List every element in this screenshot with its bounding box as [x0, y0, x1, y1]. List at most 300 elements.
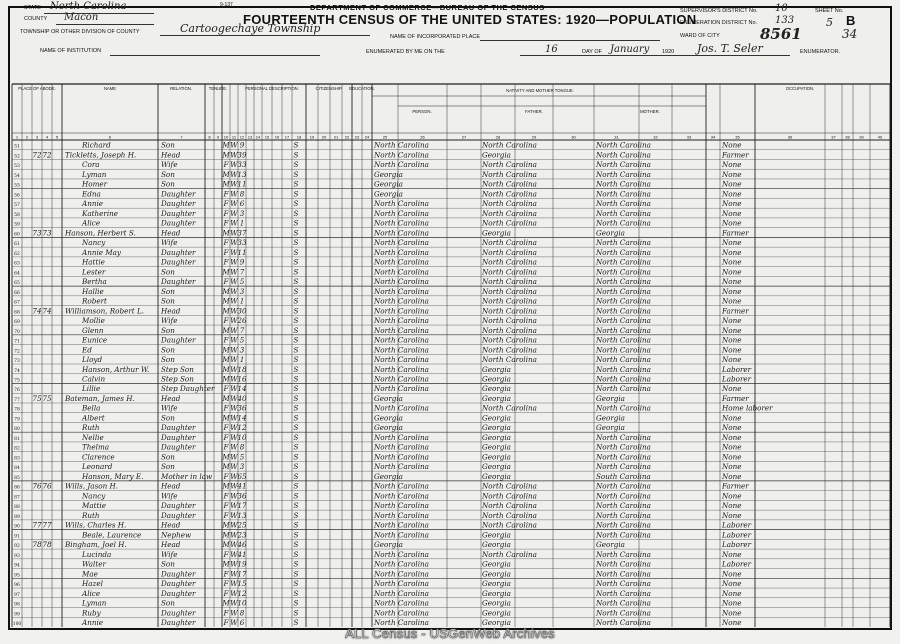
father-birthplace: Georgia: [482, 618, 511, 627]
table-row: [14, 248, 741, 257]
occupation: None: [722, 208, 742, 218]
line-number: 90: [14, 524, 20, 530]
column-number: 12: [239, 134, 245, 140]
birthplace: North Carolina: [374, 364, 429, 374]
sex: F: [223, 208, 229, 218]
father-birthplace: North Carolina: [482, 296, 537, 306]
birthplace: North Carolina: [374, 618, 429, 627]
table-row: [14, 336, 741, 345]
race: W: [230, 403, 238, 413]
relationship: Daughter: [161, 208, 196, 218]
table-row: [14, 501, 741, 510]
sex: M: [222, 462, 230, 472]
line-number: 77: [14, 397, 20, 403]
marital-status: S: [293, 618, 299, 627]
sex: M: [222, 540, 230, 550]
table-row: [14, 355, 741, 364]
father-birthplace: North Carolina: [482, 208, 537, 218]
line-number: 93: [14, 553, 20, 559]
occupation: None: [722, 189, 742, 199]
mother-birthplace: North Carolina: [596, 462, 651, 472]
race: W: [230, 501, 238, 511]
marital-status: S: [293, 257, 299, 267]
line-number: 76: [14, 388, 20, 394]
age: 40: [237, 393, 247, 403]
occupation: None: [722, 413, 742, 423]
column-number: 34: [710, 134, 716, 140]
line-number: 55: [14, 183, 20, 189]
father-birthplace: Georgia: [482, 150, 511, 160]
age: 36: [237, 491, 247, 501]
marital-status: S: [293, 462, 299, 472]
marital-status: S: [293, 277, 299, 287]
occupation: None: [722, 257, 742, 267]
column-number: 14: [255, 134, 261, 140]
line-number: 57: [14, 203, 20, 209]
race: W: [230, 140, 238, 150]
person-name: Hallie: [82, 286, 104, 296]
mother-birthplace: Georgia: [596, 413, 625, 423]
occupation: None: [722, 384, 742, 394]
age: 14: [237, 384, 247, 394]
occupation: Laborer: [722, 374, 752, 384]
occupation: None: [722, 160, 742, 170]
father-birthplace: Georgia: [482, 374, 511, 384]
father-birthplace: Georgia: [482, 393, 511, 403]
birthplace: North Carolina: [374, 491, 429, 501]
sex: F: [223, 335, 229, 345]
line-number: 74: [14, 368, 20, 374]
relationship: Daughter: [161, 247, 196, 257]
relationship: Daughter: [161, 423, 196, 433]
race: W: [230, 345, 238, 355]
relationship: Daughter: [161, 501, 196, 511]
race: W: [230, 325, 238, 335]
relationship: Wife: [161, 160, 178, 170]
marital-status: S: [293, 267, 299, 277]
race: W: [230, 228, 238, 238]
relationship: Daughter: [161, 588, 196, 598]
birthplace: Georgia: [374, 179, 403, 189]
mother-birthplace: North Carolina: [596, 150, 651, 160]
age: 6: [239, 618, 245, 627]
relationship: Son: [161, 179, 175, 189]
column-number: 30: [571, 134, 576, 140]
line-number: 99: [14, 612, 20, 618]
mother-birthplace: North Carolina: [596, 335, 651, 345]
father-birthplace: Georgia: [482, 540, 511, 550]
mother-birthplace: North Carolina: [596, 432, 651, 442]
occupation: None: [722, 238, 742, 248]
father-birthplace: North Carolina: [482, 403, 537, 413]
birthplace: Georgia: [374, 423, 403, 433]
person-name: Ed: [82, 345, 92, 355]
person-name: Leonard: [82, 462, 113, 472]
relationship: Head: [161, 306, 181, 316]
table-row: [14, 560, 752, 569]
table-row: [14, 521, 752, 530]
institution-label: NAME OF INSTITUTION: [40, 48, 102, 54]
father-birthplace: North Carolina: [482, 199, 537, 209]
occupation: Laborer: [722, 559, 752, 569]
mother-birthplace: North Carolina: [596, 189, 651, 199]
race: W: [230, 393, 238, 403]
sex: F: [223, 257, 229, 267]
father-birthplace: North Carolina: [482, 325, 537, 335]
line-number: 84: [14, 466, 20, 472]
sex: F: [223, 491, 229, 501]
column-number: 33: [686, 134, 692, 140]
race: W: [230, 277, 238, 287]
age: 16: [237, 374, 247, 384]
race: W: [230, 491, 238, 501]
relationship: Wife: [161, 316, 178, 326]
enumerated-label: ENUMERATED BY ME ON THE: [366, 49, 445, 55]
race: W: [230, 316, 238, 326]
sex: F: [223, 569, 229, 579]
relationship: Daughter: [161, 608, 196, 618]
nativity-subheading: PERSON.: [412, 109, 432, 114]
relationship: Step Son: [161, 374, 194, 384]
line-number: 61: [14, 242, 20, 248]
column-number: 27: [461, 134, 467, 140]
person-name: Lester: [82, 267, 106, 277]
table-row: [14, 384, 741, 393]
table-row: [14, 199, 741, 208]
mother-birthplace: North Carolina: [596, 491, 651, 501]
birthplace: North Carolina: [374, 520, 429, 530]
race: W: [230, 608, 238, 618]
person-name: Hattie: [82, 257, 105, 267]
mother-birthplace: North Carolina: [596, 598, 651, 608]
marital-status: S: [293, 471, 299, 481]
line-number: 56: [14, 193, 20, 199]
table-row: [14, 423, 741, 432]
person-name: Homer: [82, 179, 108, 189]
mother-birthplace: North Carolina: [596, 286, 651, 296]
birthplace: North Carolina: [374, 374, 429, 384]
sex: F: [223, 277, 229, 287]
age: 14: [237, 413, 247, 423]
marital-status: S: [293, 403, 299, 413]
birthplace: North Carolina: [374, 403, 429, 413]
marital-status: S: [293, 530, 299, 540]
column-group-heading: PERSONAL DESCRIPTION.: [245, 86, 299, 91]
occupation: None: [722, 501, 742, 511]
relationship: Son: [161, 413, 175, 423]
person-name: Thelma: [82, 442, 110, 452]
form-number: 9-137: [220, 2, 233, 8]
sex: M: [222, 374, 230, 384]
person-name: Nellie: [82, 432, 104, 442]
line-number: 52: [14, 154, 20, 160]
relationship: Daughter: [161, 569, 196, 579]
family-number: 77: [42, 520, 52, 530]
father-birthplace: Georgia: [482, 384, 511, 394]
state-value: North Carolina: [50, 1, 127, 12]
line-number: 96: [14, 583, 20, 589]
father-birthplace: Georgia: [482, 452, 511, 462]
birthplace: Georgia: [374, 189, 403, 199]
enumerator-label: ENUMERATOR.: [800, 49, 841, 55]
father-birthplace: Georgia: [482, 608, 511, 618]
person-name: Clarence: [82, 452, 115, 462]
dwelling-number: 76: [32, 481, 42, 491]
sex: F: [223, 238, 229, 248]
father-birthplace: North Carolina: [482, 238, 537, 248]
person-name: Tickletts, Joseph H.: [65, 150, 137, 160]
person-name: Ruby: [82, 608, 101, 618]
relationship: Step Son: [161, 364, 194, 374]
marital-status: S: [293, 335, 299, 345]
father-birthplace: North Carolina: [482, 218, 537, 228]
nativity-subheading: FATHER.: [525, 109, 543, 114]
birthplace: North Carolina: [374, 296, 429, 306]
race: W: [230, 510, 238, 520]
birthplace: North Carolina: [374, 588, 429, 598]
sex: F: [223, 247, 229, 257]
table-row: [14, 150, 749, 159]
father-birthplace: Georgia: [482, 530, 511, 540]
mother-birthplace: Georgia: [596, 423, 625, 433]
marital-status: S: [293, 306, 299, 316]
race: W: [230, 442, 238, 452]
marital-status: S: [293, 355, 299, 365]
age: 12: [237, 588, 247, 598]
column-number: 5: [55, 134, 59, 140]
marital-status: S: [293, 238, 299, 248]
occupation: None: [722, 247, 742, 257]
mother-birthplace: North Carolina: [596, 579, 651, 589]
mother-birthplace: North Carolina: [596, 481, 651, 491]
sex: F: [223, 199, 229, 209]
table-row: [14, 452, 741, 461]
person-name: Wills, Jason H.: [65, 481, 119, 491]
age: 17: [237, 501, 247, 511]
ward-label: WARD OF CITY: [680, 33, 720, 39]
birthplace: North Carolina: [374, 199, 429, 209]
nativity-subheading: MOTHER.: [640, 109, 660, 114]
person-name: Ruth: [82, 423, 100, 433]
birthplace: North Carolina: [374, 257, 429, 267]
sex: F: [223, 160, 229, 170]
line-number: 97: [14, 592, 20, 598]
line-number: 89: [14, 514, 20, 520]
birthplace: North Carolina: [374, 345, 429, 355]
sex: F: [223, 579, 229, 589]
occupation: Home laborer: [722, 403, 773, 413]
marital-status: S: [293, 520, 299, 530]
column-number: 1: [15, 134, 19, 140]
sex: F: [223, 316, 229, 326]
age: 26: [237, 316, 247, 326]
occupation: None: [722, 267, 742, 277]
father-birthplace: North Carolina: [482, 481, 537, 491]
mother-birthplace: North Carolina: [596, 608, 651, 618]
family-number: 76: [42, 481, 52, 491]
column-group-heading: PLACE OF ABODE.: [18, 86, 56, 91]
race: W: [230, 384, 238, 394]
father-birthplace: Georgia: [482, 413, 511, 423]
column-number: 17: [284, 134, 290, 140]
township-label: TOWNSHIP OR OTHER DIVISION OF COUNTY: [20, 29, 140, 35]
column-number: 22: [344, 134, 350, 140]
father-birthplace: North Carolina: [482, 257, 537, 267]
marital-status: S: [293, 199, 299, 209]
birthplace: North Carolina: [374, 510, 429, 520]
race: W: [230, 618, 238, 627]
birthplace: North Carolina: [374, 306, 429, 316]
relationship: Wife: [161, 403, 178, 413]
birthplace: North Carolina: [374, 384, 429, 394]
relationship: Wife: [161, 238, 178, 248]
sex: F: [223, 608, 229, 618]
marital-status: S: [293, 325, 299, 335]
mother-birthplace: North Carolina: [596, 160, 651, 170]
race: W: [230, 267, 238, 277]
mother-birthplace: North Carolina: [596, 238, 651, 248]
person-name: Hanson, Arthur W.: [82, 364, 150, 374]
table-row: [14, 141, 741, 150]
father-birthplace: North Carolina: [482, 491, 537, 501]
occupation: None: [722, 549, 742, 559]
line-number: 79: [14, 417, 20, 423]
age: 65: [237, 471, 247, 481]
family-number: 72: [42, 150, 52, 160]
relationship: Daughter: [161, 510, 196, 520]
birthplace: North Carolina: [374, 325, 429, 335]
sex: M: [222, 452, 230, 462]
person-name: Lucinda: [82, 549, 112, 559]
person-name: Hanson, Mary E.: [82, 471, 144, 481]
father-birthplace: Georgia: [482, 569, 511, 579]
age: 10: [237, 598, 247, 608]
race: W: [230, 588, 238, 598]
occupation: Farmer: [722, 306, 749, 316]
father-birthplace: Georgia: [482, 364, 511, 374]
sex: F: [223, 423, 229, 433]
birthplace: North Carolina: [374, 569, 429, 579]
occupation: None: [722, 325, 742, 335]
age: 37: [237, 228, 247, 238]
table-row: [14, 599, 741, 608]
person-name: Richard: [82, 140, 111, 150]
person-name: Wills, Charles H.: [65, 520, 127, 530]
birthplace: North Carolina: [374, 501, 429, 511]
birthplace: North Carolina: [374, 549, 429, 559]
marital-status: S: [293, 150, 299, 160]
relationship: Wife: [161, 491, 178, 501]
mother-birthplace: North Carolina: [596, 277, 651, 287]
father-birthplace: North Carolina: [482, 501, 537, 511]
stamp-number: 8561: [760, 25, 802, 43]
birthplace: North Carolina: [374, 559, 429, 569]
county-label: COUNTY: [24, 16, 48, 22]
line-number: 80: [14, 427, 20, 433]
occupation: None: [722, 452, 742, 462]
birthplace: North Carolina: [374, 452, 429, 462]
relationship: Son: [161, 355, 175, 365]
marital-status: S: [293, 169, 299, 179]
sex: M: [222, 364, 230, 374]
occupation: None: [722, 579, 742, 589]
column-number: 31: [614, 134, 619, 140]
age: 5: [239, 277, 245, 287]
age: 7: [239, 325, 245, 335]
race: W: [230, 335, 238, 345]
enumerator-name: Jos. T. Seler: [697, 42, 763, 55]
father-birthplace: North Carolina: [482, 247, 537, 257]
enumerated-day: 16: [545, 44, 558, 55]
column-number: 28: [495, 134, 501, 140]
line-number: 78: [14, 407, 20, 413]
occupation: None: [722, 598, 742, 608]
birthplace: North Carolina: [374, 150, 429, 160]
line-number: 94: [14, 563, 20, 569]
mother-birthplace: North Carolina: [596, 257, 651, 267]
age: 33: [237, 160, 247, 170]
person-name: Alice: [82, 218, 101, 228]
father-birthplace: Georgia: [482, 442, 511, 452]
line-number: 92: [14, 544, 20, 550]
column-group-heading: CITIZENSHIP.: [315, 86, 343, 91]
birthplace: North Carolina: [374, 316, 429, 326]
age: 5: [239, 452, 245, 462]
race: W: [230, 423, 238, 433]
relationship: Head: [161, 228, 181, 238]
mother-birthplace: North Carolina: [596, 520, 651, 530]
column-number: 38: [845, 134, 850, 140]
person-name: Bingham, Joel H.: [65, 540, 127, 550]
sex: M: [222, 306, 230, 316]
occupation: None: [722, 471, 742, 481]
person-name: Albert: [82, 413, 105, 423]
table-row: [14, 550, 741, 559]
marital-status: S: [293, 452, 299, 462]
person-name: Alice: [82, 588, 101, 598]
father-birthplace: Georgia: [482, 432, 511, 442]
person-name: Hazel: [82, 579, 103, 589]
column-group-heading: NAME: [103, 86, 117, 91]
age: 15: [237, 579, 247, 589]
relationship: Daughter: [161, 335, 196, 345]
column-number: 6: [108, 134, 112, 140]
father-birthplace: North Carolina: [482, 316, 537, 326]
relationship: Son: [161, 345, 175, 355]
sheet-side: B: [846, 13, 856, 28]
column-number: 4: [45, 134, 49, 140]
person-name: Eunice: [82, 335, 108, 345]
column-number: 32: [653, 134, 658, 140]
relationship: Head: [161, 393, 181, 403]
mother-birthplace: North Carolina: [596, 169, 651, 179]
person-name: Ruth: [82, 510, 100, 520]
marital-status: S: [293, 510, 299, 520]
mother-birthplace: North Carolina: [596, 199, 651, 209]
birthplace: North Carolina: [374, 160, 429, 170]
person-name: Annie May: [82, 247, 121, 257]
column-number: 36: [787, 134, 793, 140]
dwelling-number: 75: [32, 393, 42, 403]
birthplace: North Carolina: [374, 481, 429, 491]
column-number: 18: [296, 134, 302, 140]
family-number: 75: [42, 393, 52, 403]
relationship: Son: [161, 296, 175, 306]
marital-status: S: [293, 481, 299, 491]
marital-status: S: [293, 432, 299, 442]
relationship: Daughter: [161, 277, 196, 287]
occupation: None: [722, 442, 742, 452]
